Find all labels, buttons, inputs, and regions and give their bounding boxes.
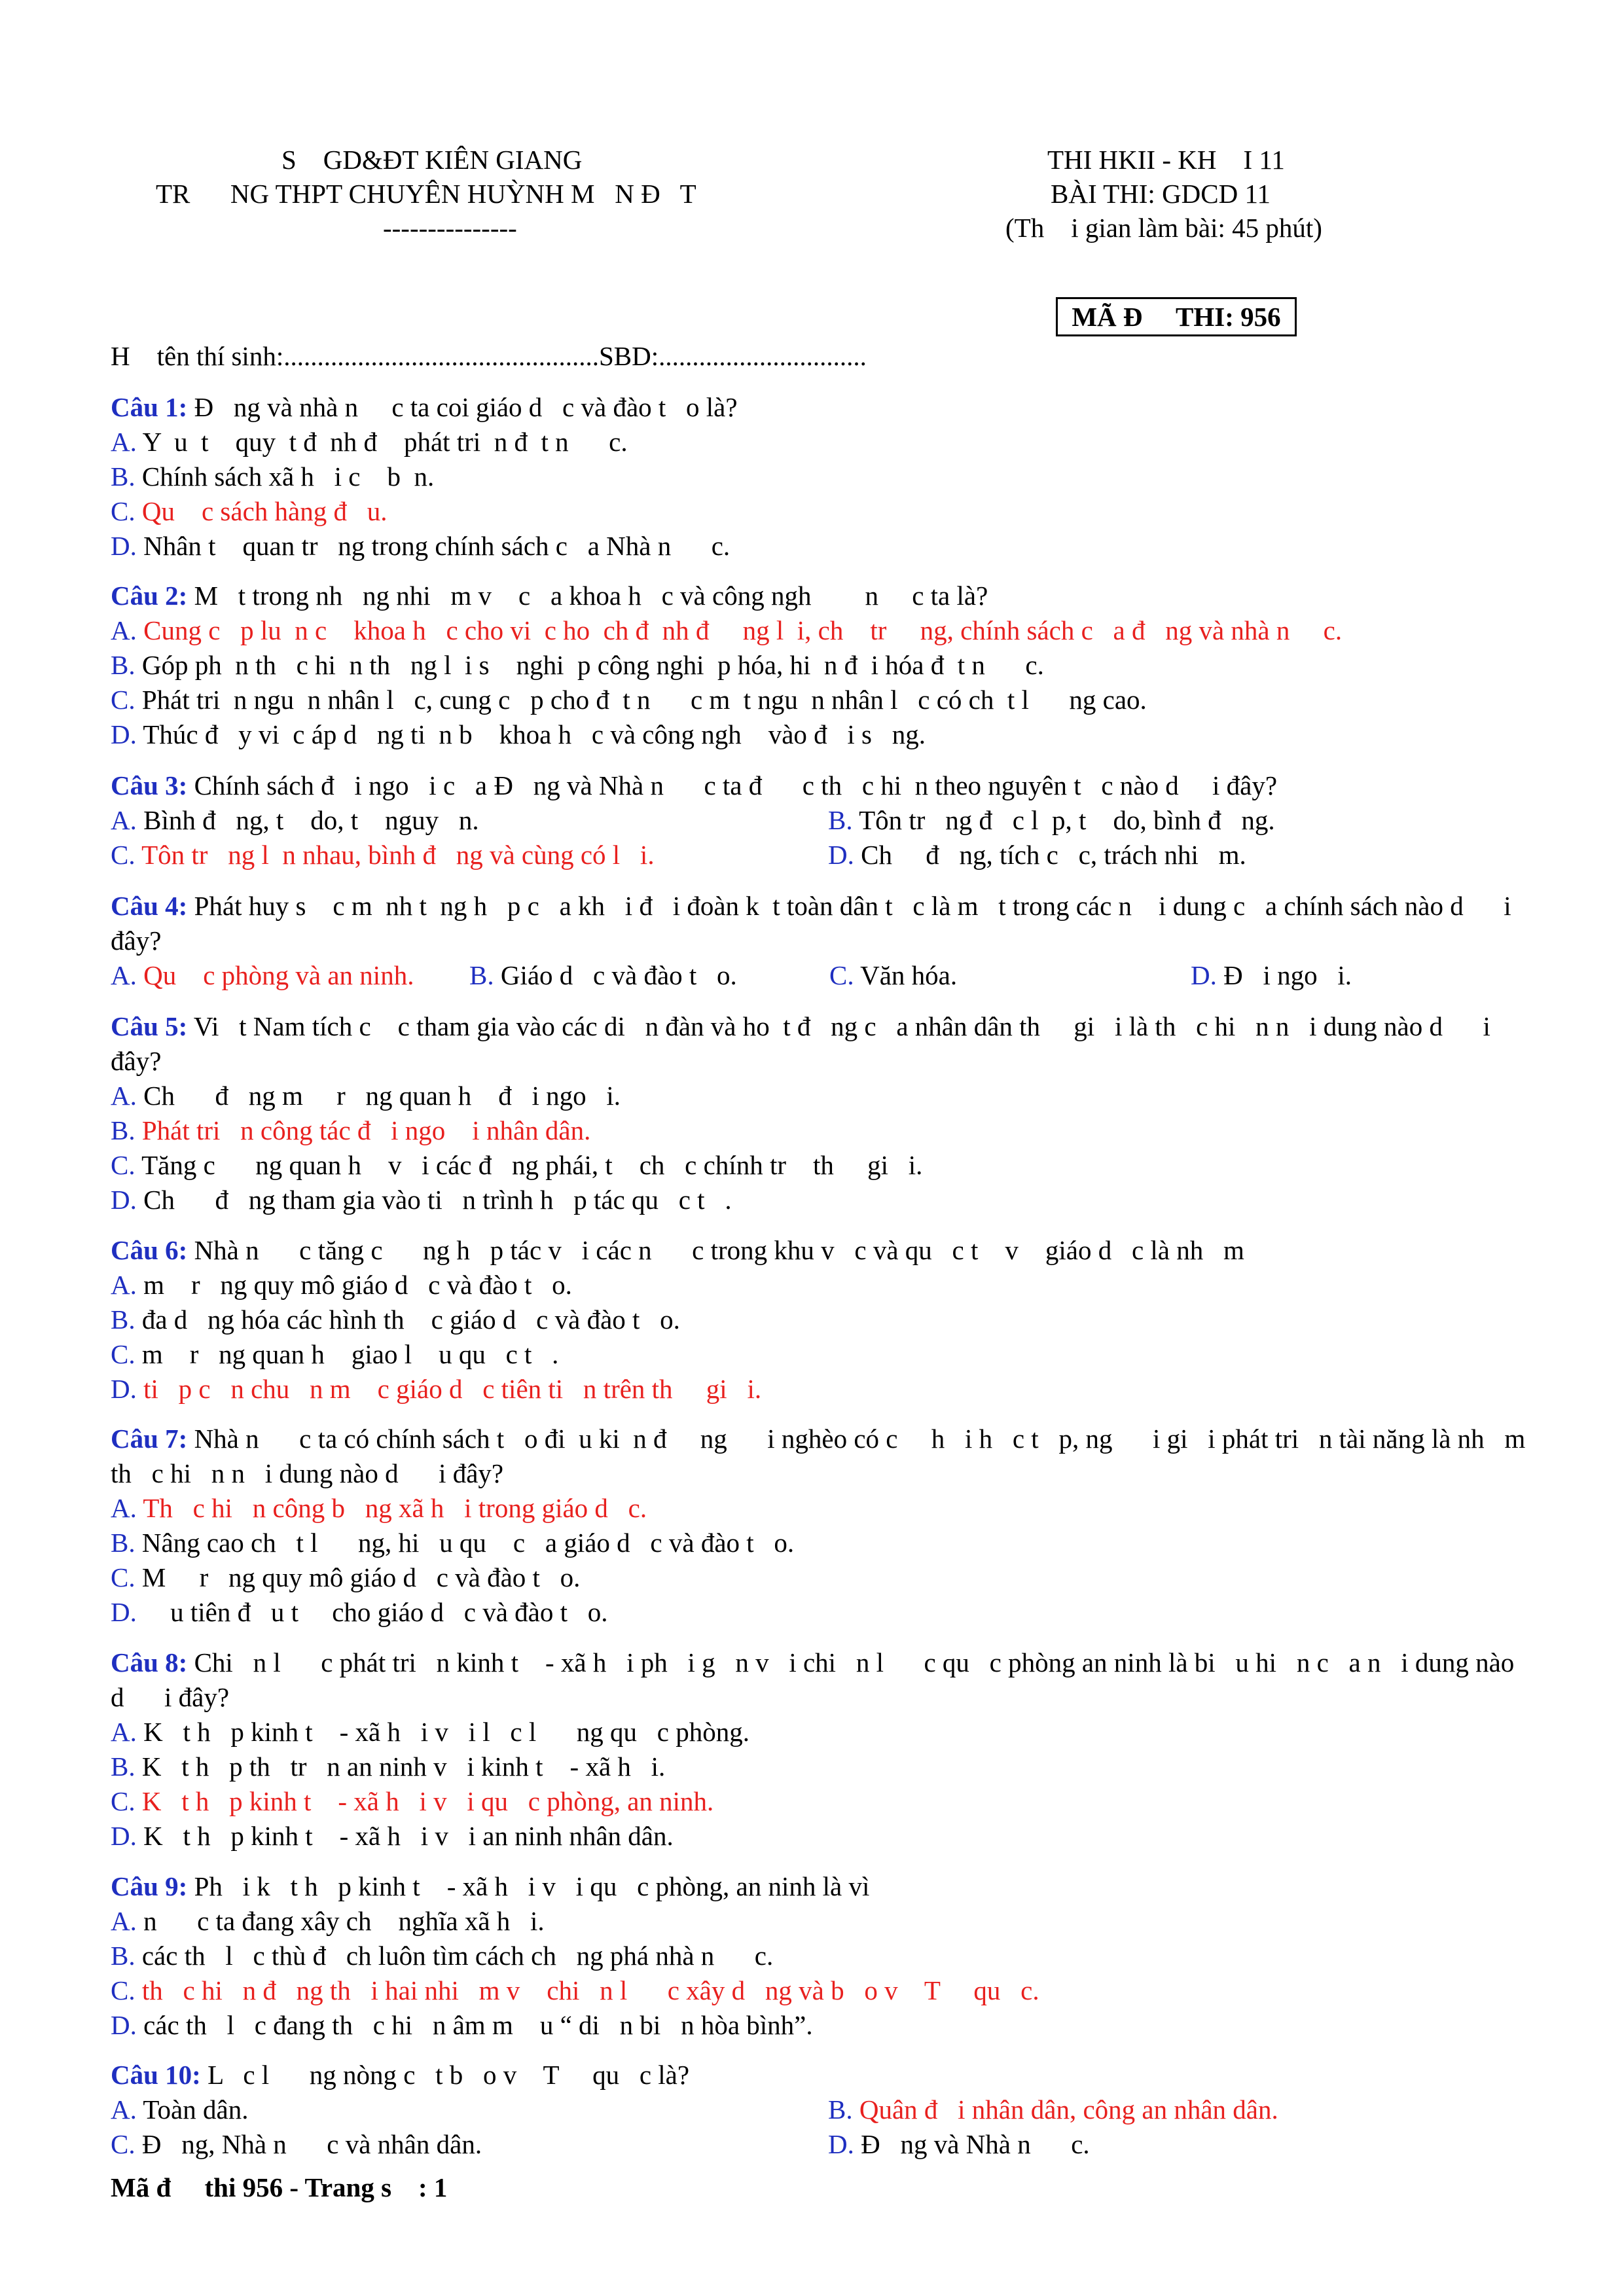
option-d: D. Đ ng và Nhà n c. xyxy=(828,2129,1090,2159)
option-a-correct: A. Th c hi n công b ng xã h i trong giáo d c. xyxy=(111,1493,647,1523)
option-a: A. n c ta đang xây ch nghĩa xã h i. xyxy=(111,1906,545,1936)
option-d: D. Nhân t quan tr ng trong chính sách c a Nhà n c. xyxy=(111,531,731,561)
option-c: C. Tăng c ng quan h v i các đ ng phái, t ch c chính tr th gi i. xyxy=(111,1150,923,1180)
question-label: Câu 2: xyxy=(111,581,188,611)
question-stem: Câu 1: Đ ng và nhà n c ta coi giáo d c và đào t o là? xyxy=(111,392,738,422)
option-c-correct: C. Qu c sách hàng đ u. xyxy=(111,496,388,526)
question-10 xyxy=(111,2058,1525,2162)
question-stem: Câu 2: M t trong nh ng nhi m v c a khoa h c và công ngh n c ta là? xyxy=(111,581,988,611)
option-b: B. Góp ph n th c hi n th ng l i s nghi p công nghi p hóa, hi n đ i hóa đ t n c. xyxy=(111,650,1044,680)
question-stem: Câu 4: Phát huy s c m nh t ng h p c a kh i đ i đoàn k t toàn dân t c là m t trong các n i dung c a chính sách nào d i đây? xyxy=(111,891,1518,956)
question-8 xyxy=(111,1645,1525,1854)
option-a: A. Toàn dân. xyxy=(111,2094,249,2125)
option-d: D. u tiên đ u t cho giáo d c và đào t o. xyxy=(111,1597,608,1627)
question-6 xyxy=(111,1233,1525,1407)
exam-title: THI HKII - KH I 11 xyxy=(1047,145,1285,175)
option-a: A. Y u t quy t đ nh đ phát tri n đ t n c. xyxy=(111,427,628,457)
candidate-info-line: H tên thí sinh:...............................................SBD:............................... xyxy=(111,341,867,371)
option-b-correct: B. Quân đ i nhân dân, công an nhân dân. xyxy=(828,2094,1278,2125)
option-c: C. Đ ng, Nhà n c và nhân dân. xyxy=(111,2129,482,2159)
question-9 xyxy=(111,1869,1525,2043)
question-stem: Câu 8: Chi n l c phát tri n kinh t - xã h i ph i g n v i chi n l c qu c phòng an ninh là bi u hi n c a n i dung nào d i đây? xyxy=(111,1647,1521,1712)
department-name: S GD&ĐT KIÊN GIANG xyxy=(281,145,583,175)
option-c: C. m r ng quan h giao l u qu c t . xyxy=(111,1339,559,1369)
option-a: A. K t h p kinh t - xã h i v i l c l ng qu c phòng. xyxy=(111,1717,749,1747)
option-d: D. Ch đ ng, tích c c, trách nhi m. xyxy=(828,840,1246,870)
option-c-correct: C. Tôn tr ng l n nhau, bình đ ng và cùng có l i. xyxy=(111,840,655,870)
question-label: Câu 6: xyxy=(111,1235,188,1265)
option-b: B. Tôn tr ng đ c l p, t do, bình đ ng. xyxy=(828,805,1275,835)
question-label: Câu 9: xyxy=(111,1871,188,1901)
option-b: B. Nâng cao ch t l ng, hi u qu c a giáo d c và đào t o. xyxy=(111,1528,795,1558)
question-label: Câu 8: xyxy=(111,1647,188,1677)
option-a-correct: A. Qu c phòng và an ninh. xyxy=(111,960,414,990)
header-divider: --------------- xyxy=(383,213,517,243)
question-3 xyxy=(111,768,1525,872)
question-stem: Câu 5: Vi t Nam tích c c tham gia vào các di n đàn và ho t đ ng c a nhân dân th gi i là th c hi n n i dung nào d i đây? xyxy=(111,1011,1498,1076)
option-a: A. m r ng quy mô giáo d c và đào t o. xyxy=(111,1270,572,1300)
option-b: B. các th l c thù đ ch luôn tìm cách ch ng phá nhà n c. xyxy=(111,1941,774,1971)
question-label: Câu 7: xyxy=(111,1424,188,1454)
option-b: B. Giáo d c và đào t o. xyxy=(469,960,737,990)
question-label: Câu 5: xyxy=(111,1011,188,1041)
question-label: Câu 1: xyxy=(111,392,188,422)
option-d: D. K t h p kinh t - xã h i v i an ninh nhân dân. xyxy=(111,1821,674,1851)
option-a: A. Ch đ ng m r ng quan h đ i ngo i. xyxy=(111,1081,621,1111)
option-b: B. Chính sách xã h i c b n. xyxy=(111,461,435,492)
question-stem: Câu 7: Nhà n c ta có chính sách t o đi u ki n đ ng i nghèo có c h i h c t p, ng i gi i phát tri n tài năng là nh m th c hi n n i dung nào d i đây? xyxy=(111,1424,1532,1488)
question-stem: Câu 9: Ph i k t h p kinh t - xã h i v i qu c phòng, an ninh là vì xyxy=(111,1871,870,1901)
page-footer: Mã đ thi 956 - Trang s : 1 xyxy=(111,2172,448,2202)
option-c-correct: C. th c hi n đ ng th i hai nhi m v chi n l c xây d ng và b o v T qu c. xyxy=(111,1975,1039,2005)
question-label: Câu 4: xyxy=(111,891,188,921)
exam-subject: BÀI THI: GDCD 11 xyxy=(1051,179,1271,209)
option-d: D. các th l c đang th c hi n âm m u “ di n bi n hòa bình”. xyxy=(111,2010,813,2040)
option-c: C. Văn hóa. xyxy=(829,960,958,990)
option-a-correct: A. Cung c p lu n c khoa h c cho vi c ho ch đ nh đ ng l i, ch tr ng, chính sách c a đ ng và nhà n c. xyxy=(111,615,1343,645)
question-4 xyxy=(111,889,1525,993)
exam-code-box: MÃ Đ THI: 956 xyxy=(1056,297,1297,336)
option-c-correct: C. K t h p kinh t - xã h i v i qu c phòng, an ninh. xyxy=(111,1786,714,1816)
option-d-correct: D. ti p c n chu n m c giáo d c tiên ti n trên th gi i. xyxy=(111,1374,762,1404)
option-a: A. Bình đ ng, t do, t nguy n. xyxy=(111,805,479,835)
school-name: TR NG THPT CHUYÊN HUỲNH M N Đ T xyxy=(156,179,696,209)
question-stem: Câu 10: L c l ng nòng c t b o v T qu c là? xyxy=(111,2060,690,2090)
option-c: C. M r ng quy mô giáo d c và đào t o. xyxy=(111,1562,581,1592)
option-d: D. Đ i ngo i. xyxy=(1191,960,1352,990)
option-b-correct: B. Phát tri n công tác đ i ngo i nhân dân. xyxy=(111,1115,591,1145)
option-d: D. Thúc đ y vi c áp d ng ti n b khoa h c và công ngh vào đ i s ng. xyxy=(111,719,926,749)
option-b: B. K t h p th tr n an ninh v i kinh t - xã h i. xyxy=(111,1751,666,1782)
question-label: Câu 10: xyxy=(111,2060,201,2090)
exam-duration: (Th i gian làm bài: 45 phút) xyxy=(1005,213,1322,243)
question-2 xyxy=(111,579,1525,752)
question-7 xyxy=(111,1422,1532,1630)
option-c: C. Phát tri n ngu n nhân l c, cung c p cho đ t n c m t ngu n nhân l c có ch t l ng cao. xyxy=(111,685,1147,715)
option-b: B. đa d ng hóa các hình th c giáo d c và đào t o. xyxy=(111,1304,680,1335)
question-1 xyxy=(111,390,1525,564)
question-stem: Câu 3: Chính sách đ i ngo i c a Đ ng và Nhà n c ta đ c th c hi n theo nguyên t c nào d i đây? xyxy=(111,770,1278,800)
question-stem: Câu 6: Nhà n c tăng c ng h p tác v i các n c trong khu v c và qu c t v giáo d c là nh m xyxy=(111,1235,1244,1265)
question-label: Câu 3: xyxy=(111,770,188,800)
question-5 xyxy=(111,1009,1525,1217)
option-d: D. Ch đ ng tham gia vào ti n trình h p tác qu c t . xyxy=(111,1185,732,1215)
